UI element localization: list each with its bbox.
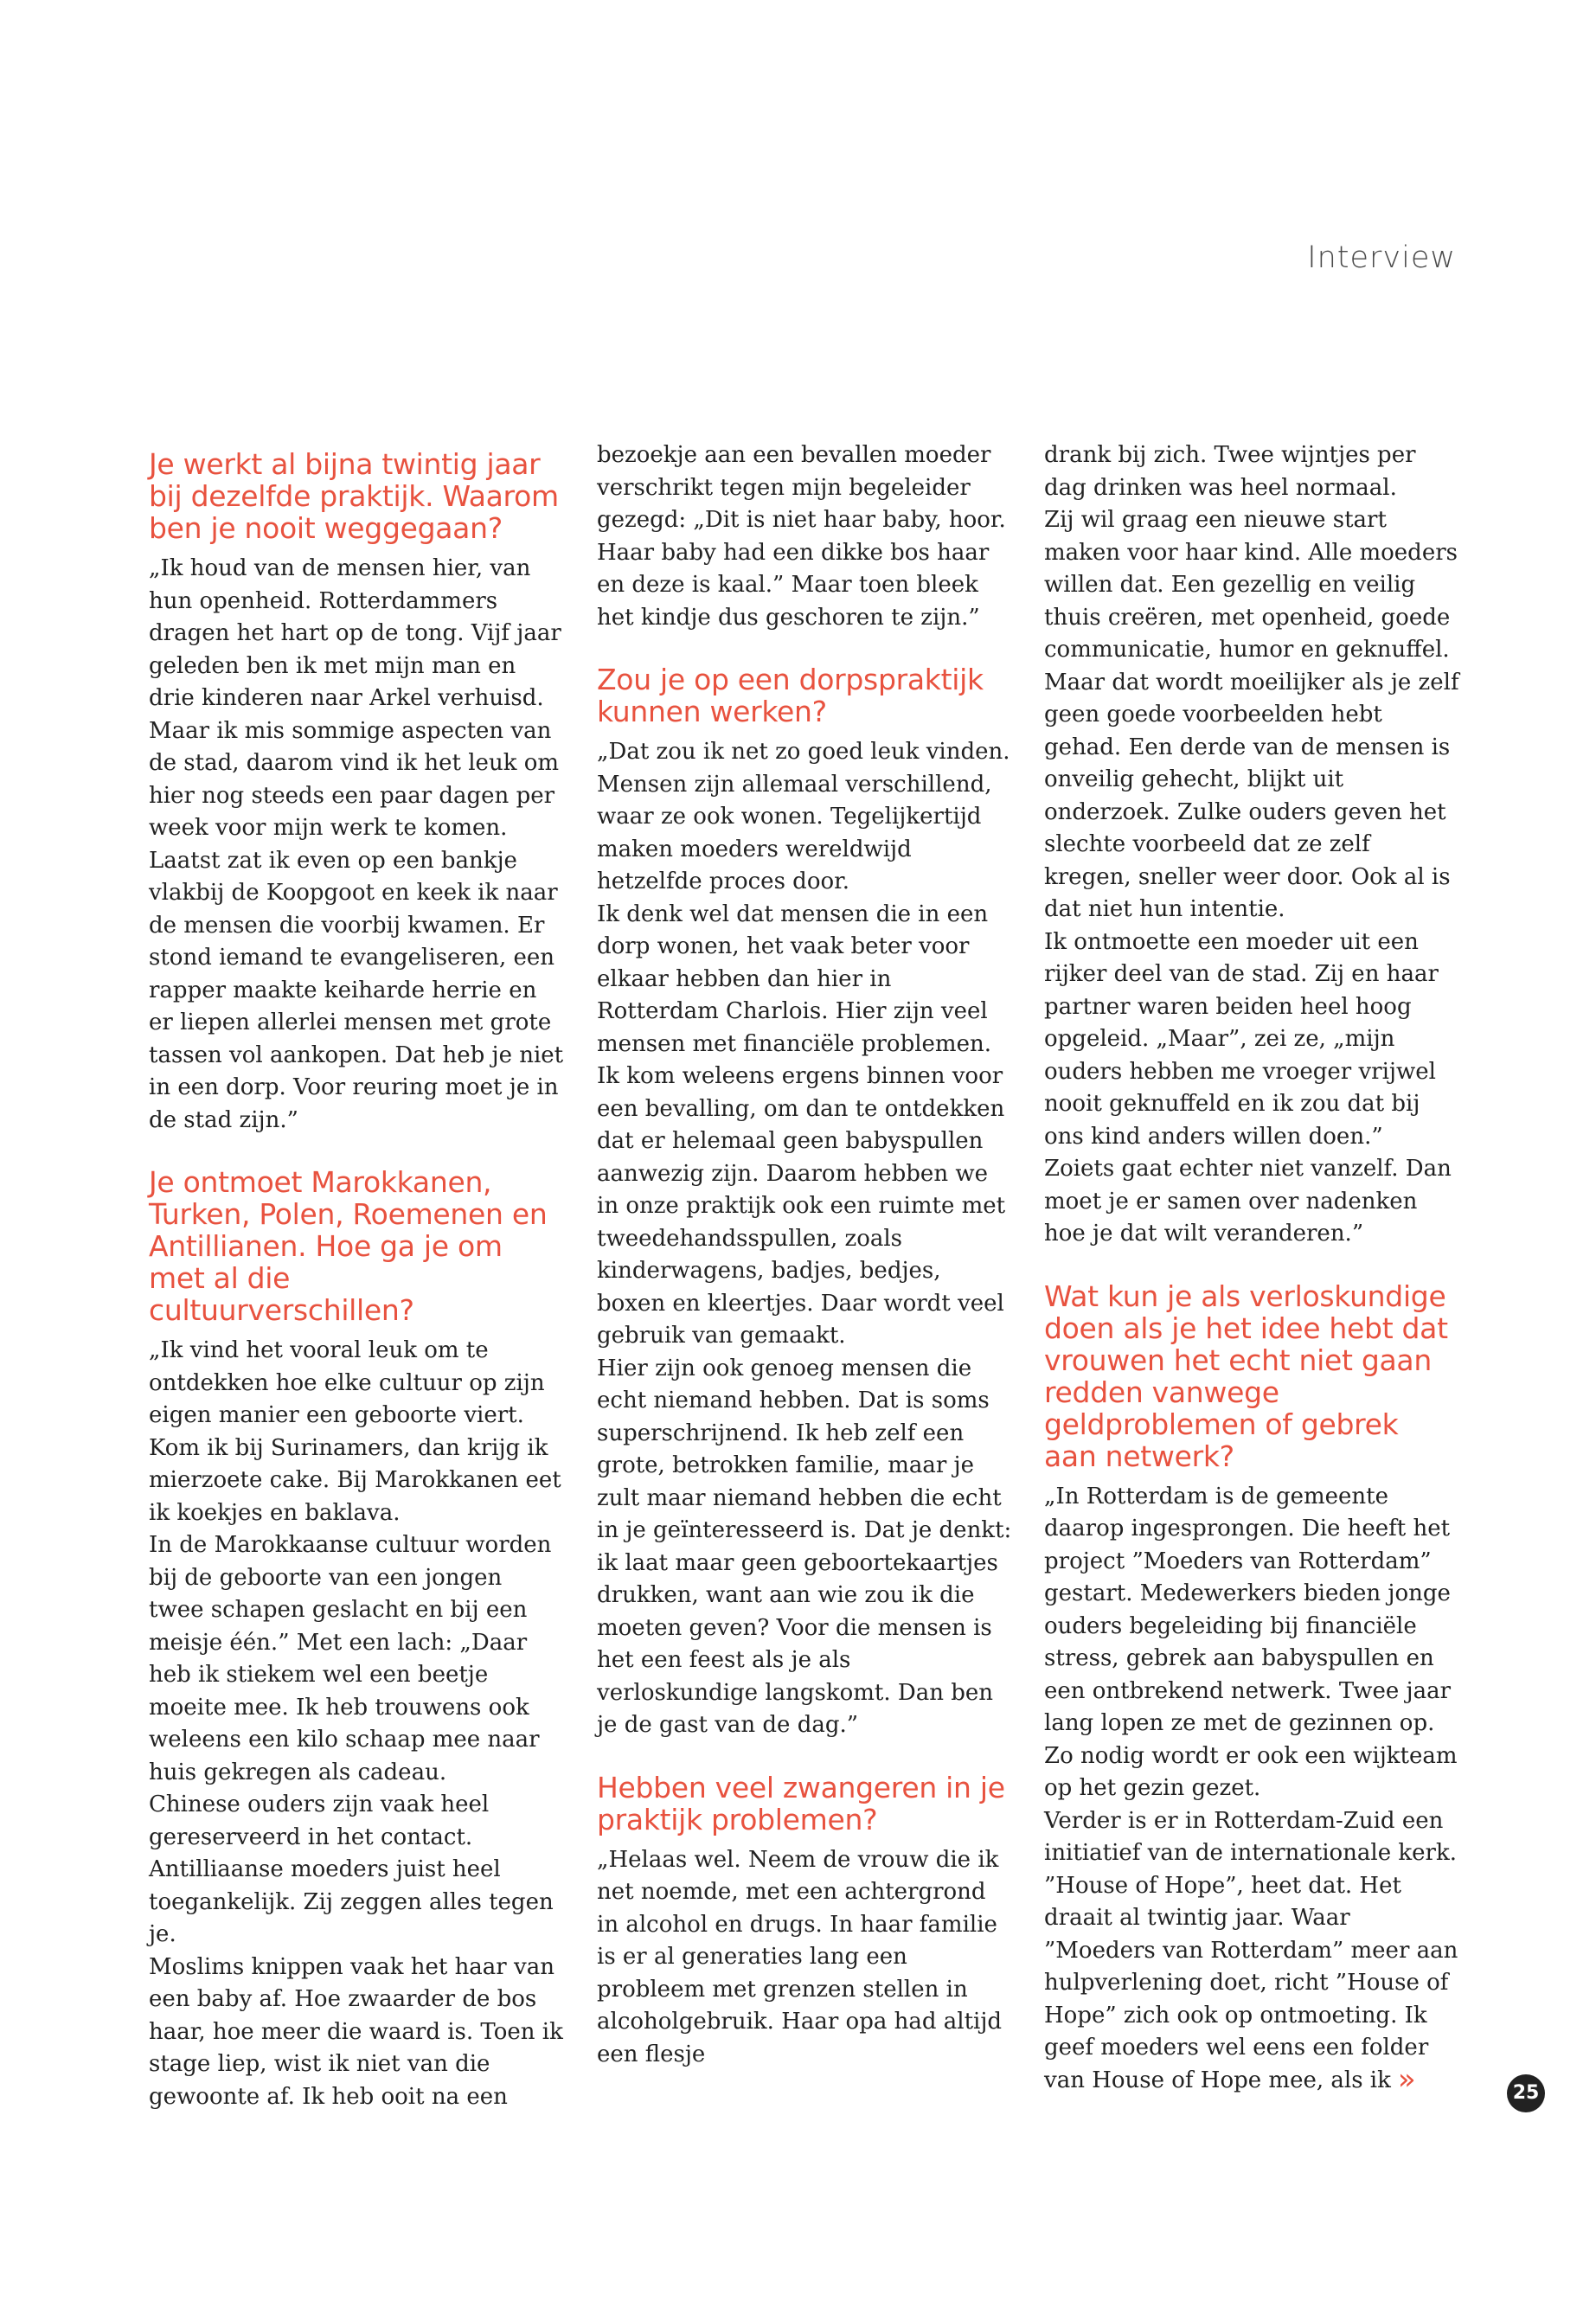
answer-paragraph: drank bij zich. Twee wijntjes per dag drinken was heel normaal. Zij wil graag een nieuwe start maken voor haar kind. Alle moeders willen dat. Een gezellig en veilig thuis creëren, met openheid, goede communicatie, humor en geknuffel. Maar dat wordt moeilijker als je zelf geen goede voorbeelden hebt gehad. Een derde van de mensen is onveilig gehecht, blijkt uit onderzoek. Zulke ouders geven het slechte voorbeeld dat ze zelf kregen, sneller weer door. Ook al is dat niet hun intentie. Ik ontmoette een moeder uit een rijker deel van de stad. Zij en haar partner waren beiden heel hoog opgeleid. „Maar”, zei ze, „mijn ouders hebben me vroeger vrijwel nooit geknuffeld en ik zou dat bij ons kind anders willen doen.” Zoiets gaat echter niet vanzelf. Dan moet je er samen over nadenken hoe je dat wilt veranderen.” — [1044, 442, 1459, 1247]
section-label: Interview — [1307, 240, 1456, 275]
article-column-2 — [597, 439, 1012, 2100]
continue-arrow-icon: » — [1397, 2061, 1416, 2097]
answer-paragraph: „Helaas wel. Neem de vrouw die ik net noemde, met een achtergrond in alcohol en drugs. In haar familie is er al generaties lang een probleem met grenzen stellen in alcoholgebruik. Haar opa had altijd een flesje — [597, 1846, 1003, 2067]
answer-paragraph: „Dat zou ik net zo goed leuk vinden. Mensen zijn allemaal verschillend, waar ze ook wonen. Tegelijkertijd maken moeders wereldwijd hetzelfde proces door. Ik denk wel dat mensen die in een dorp wonen, het vaak beter voor elkaar hebben dan hier in Rotterdam Charlois. Hier zijn veel mensen met financiële problemen. Ik kom weleens ergens binnen voor een bevalling, om dan te ontdekken dat er helemaal geen babyspullen aanwezig zijn. Daarom hebben we in onze praktijk ook een ruimte met tweedehandsspullen, zoals kinderwagens, badjes, bedjes, boxen en kleertjes. Daar wordt veel gebruik van gemaakt. Hier zijn ook genoeg mensen die echt niemand hebben. Dat is soms superschrijnend. Ik heb zelf een grote, betrokken familie, maar je zult maar niemand hebben die echt in je geïnteresseerd is. Dat je denkt: ik laat maar geen geboortekaartjes drukken, want aan wie zou ik die moeten geven? Voor die mensen is het een feest als je als verloskundige langskomt. Dan ben je de gast van de dag.” — [597, 739, 1012, 1738]
question-heading: Je ontmoet Marokkanen, Turken, Polen, Roemenen en Antillianen. Hoe ga je om met al die cultuurverschillen? — [149, 1165, 548, 1327]
article-column-3 — [1044, 439, 1459, 2126]
answer-paragraph: „Ik vind het vooral leuk om te ontdekken hoe elke cultuur op zijn eigen manier een geboorte viert. Kom ik bij Surinamers, dan krijg ik mierzoete cake. Bij Marokkanen eet ik koekjes en baklava. In de Marokkaanse cultuur worden bij de geboorte van een jongen twee schapen geslacht en bij een meisje één.” Met een lach: „Daar heb ik stiekem wel een beetje moeite mee. Ik heb trouwens ook weleens een kilo schaap mee naar huis gekregen als cadeau. Chinese ouders zijn vaak heel gereserveerd in het contact. Antilliaanse moeders juist heel toegankelijk. Zij zeggen alles tegen je. Moslims knippen vaak het haar van een baby af. Hoe zwaarder de bos haar, hoe meer die waard is. Toen ik stage liep, wist ik niet van die gewoonte af. Ik heb ooit na een — [149, 1337, 563, 2110]
answer-paragraph: „Ik houd van de mensen hier, van hun openheid. Rotterdammers dragen het hart op de tong. Vijf jaar geleden ben ik met mijn man en drie kinderen naar Arkel verhuisd. Maar ik mis sommige aspecten van de stad, daarom vind ik het leuk om hier nog steeds een paar dagen per week voor mijn werk te komen. Laatst zat ik even op een bankje vlakbij de Koopgoot en keek ik naar de mensen die voorbij kwamen. Er stond iemand te evangeliseren, een rapper maakte keiharde herrie en er liepen allerlei mensen met grote tassen vol aankopen. Dat heb je niet in een dorp. Voor reuring moet je in de stad zijn.” — [149, 555, 564, 1133]
question-heading: Je werkt al bijna twintig jaar bij dezelfde praktijk. Waarom ben je nooit weggegaan? — [149, 447, 559, 545]
answer-paragraph: bezoekje aan een bevallen moeder verschrikt tegen mijn begeleider gezegd: „Dit is niet haar baby, hoor. Haar baby had een dikke bos haar en deze is kaal.” Maar toen bleek het kindje dus geschoren te zijn.” — [597, 442, 1006, 631]
question-heading: Hebben veel zwangeren in je praktijk problemen? — [597, 1770, 1005, 1836]
answer-text: „In Rotterdam is de gemeente daarop ingesprongen. Die heeft het project ”Moeders van Rotterdam” gestart. Medewerkers bieden jonge ouders begeleiding bij financiële stress, gebrek aan babyspullen en een ontbrekend netwerk. Twee jaar lang lopen ze met de gezinnen op. Zo nodig wordt er ook een wijkteam op het gezin gezet. Verder is er in Rotterdam-Zuid een initiatief van de internationale kerk. ”House of Hope”, heet dat. Het draait al twintig jaar. Waar ”Moeders van Rotterdam” meer aan hulpverlening doet, richt ”House of Hope” zich ook op ontmoeting. Ik geef moeders wel eens een folder van House of Hope mee, als ik — [1044, 1483, 1458, 2093]
answer-paragraph — [1044, 1481, 1459, 2098]
question-heading: Wat kun je als verloskundige doen als je het idee hebt dat vrouwen het echt niet gaan redden vanwege geldproblemen of gebrek aan netwerk? — [1044, 1279, 1448, 1473]
page-number-badge: 25 — [1507, 2074, 1545, 2112]
question-heading: Zou je op een dorpspraktijk kunnen werken? — [597, 663, 984, 728]
article-column-1 — [149, 448, 564, 2143]
